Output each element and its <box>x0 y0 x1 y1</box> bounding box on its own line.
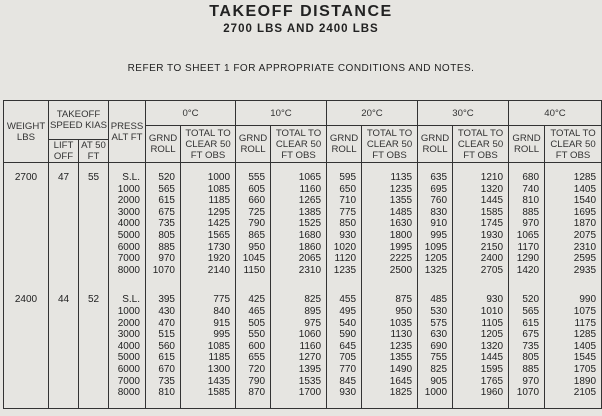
grnd-roll-cell-value: 565 <box>158 183 175 195</box>
grnd-roll-cell-value: 970 <box>522 375 540 387</box>
grnd-roll-cell-value: 1120 <box>334 253 357 265</box>
total-distance-cell-value: 975 <box>304 317 322 329</box>
total-distance-cell-value: 775 <box>213 294 231 306</box>
grnd-roll-cell-value: 970 <box>522 218 540 230</box>
total-distance-cell-value: 1160 <box>299 183 322 195</box>
grnd-roll-cell-value: 720 <box>248 363 266 375</box>
header-grnd-roll: GRND ROLL <box>327 126 362 163</box>
grnd-roll-cell-value: 825 <box>430 363 448 375</box>
grnd-roll-cell-value: 645 <box>339 340 357 352</box>
grnd-roll-cell-value: 590 <box>339 329 357 341</box>
grnd-roll-cell-value: 615 <box>522 317 540 329</box>
press-alt-cell-value: 3000 <box>117 329 140 341</box>
grnd-roll-cell-value: 830 <box>430 206 448 218</box>
grnd-roll-cell-value: 565 <box>522 305 540 317</box>
total-distance-cell-value: 1135 <box>390 172 413 183</box>
total-distance-cell-value: 1405 <box>573 340 597 352</box>
press-alt-cell-value: S.L. <box>122 294 140 306</box>
total-distance-cell-value: 1445 <box>480 195 504 207</box>
total-distance-cell-value: 1270 <box>298 352 322 364</box>
total-distance-cell-value: 950 <box>395 305 413 317</box>
total-distance-cell-value: 2140 <box>207 264 231 276</box>
total-distance-cell-value: 2310 <box>298 264 322 276</box>
press-alt-cell-value: 6000 <box>117 241 140 253</box>
press-alt-cell-value: 5000 <box>117 229 140 241</box>
lift-off-cell-value: 44 <box>57 294 70 306</box>
grnd-roll-cell-value: 630 <box>430 329 448 341</box>
total-distance-cell-value: 1130 <box>390 329 413 341</box>
grnd-roll-cell-value: 600 <box>248 340 266 352</box>
grnd-roll-cell-value: 970 <box>158 253 175 265</box>
grnd-roll-cell-value: 1205 <box>424 253 448 265</box>
at-50ft-cell-value: 55 <box>87 172 100 183</box>
total-distance-cell-value: 1630 <box>389 218 413 230</box>
total-distance-cell-value: 1445 <box>480 352 504 364</box>
total-distance-cell-value: 1525 <box>298 218 322 230</box>
press-alt-cell-value: 6000 <box>117 363 140 375</box>
total-distance-cell-value: 2595 <box>573 253 597 265</box>
total-distance-cell-value: 2150 <box>480 241 504 253</box>
total-distance-cell <box>181 285 236 408</box>
grnd-roll-cell-value: 885 <box>158 241 175 253</box>
total-distance-cell-value: 2065 <box>298 253 322 265</box>
total-distance-cell <box>545 285 602 408</box>
grnd-roll-cell-value: 775 <box>339 206 357 218</box>
total-distance-cell-value: 1995 <box>389 241 413 253</box>
header-grnd-roll: GRND ROLL <box>509 126 545 163</box>
grnd-roll-cell-value: 1000 <box>424 387 448 399</box>
grnd-roll-cell-value: 710 <box>339 195 357 207</box>
grnd-roll-cell-value: 845 <box>339 375 357 387</box>
grnd-roll-cell <box>236 163 271 286</box>
grnd-roll-cell-value: 595 <box>339 172 357 183</box>
total-distance-cell-value: 1425 <box>207 218 231 230</box>
total-distance-cell-value: 1320 <box>480 340 504 352</box>
press-alt-cell-value: 8000 <box>117 387 140 399</box>
page-title: TAKEOFF DISTANCE <box>209 3 393 20</box>
header-total-50ft: TOTAL TO CLEAR 50 FT OBS <box>181 126 236 163</box>
grnd-roll-cell-value: 705 <box>339 352 357 364</box>
grnd-roll-cell-value: 615 <box>158 195 175 207</box>
grnd-roll-cell-value: 455 <box>339 294 357 306</box>
grnd-roll-cell-value: 1290 <box>516 253 540 265</box>
total-distance-cell-value: 1545 <box>573 352 597 364</box>
press-alt-cell-value: 7000 <box>117 253 140 265</box>
grnd-roll-cell-value: 465 <box>248 305 266 317</box>
grnd-roll-cell-value: 660 <box>248 195 266 207</box>
header-temp: 30°C <box>418 101 509 126</box>
grnd-roll-cell-value: 735 <box>158 218 175 230</box>
press-alt-cell-value: 4000 <box>117 218 140 230</box>
grnd-roll-cell-value: 790 <box>248 375 266 387</box>
total-distance-cell-value: 1235 <box>389 340 413 352</box>
press-alt-cell-value: 7000 <box>117 375 140 387</box>
total-distance-cell-value: 1060 <box>298 329 322 341</box>
grnd-roll-cell-value: 395 <box>158 294 175 306</box>
grnd-roll-cell-value: 680 <box>522 172 540 183</box>
weight-cell <box>4 285 49 408</box>
total-distance-cell-value: 1800 <box>389 229 413 241</box>
grnd-roll-cell-value: 605 <box>248 183 266 195</box>
total-distance-cell-value: 1490 <box>389 363 413 375</box>
total-distance-cell-value: 1535 <box>298 375 322 387</box>
total-distance-cell-value: 1265 <box>298 195 322 207</box>
takeoff-distance-table <box>3 100 602 409</box>
total-distance-cell-value: 2225 <box>389 253 413 265</box>
total-distance-cell-value: 825 <box>304 294 322 306</box>
total-distance-cell-value: 2500 <box>389 264 413 276</box>
total-distance-cell-value: 1065 <box>298 172 322 183</box>
grnd-roll-cell-value: 1420 <box>516 264 540 276</box>
total-distance-cell-value: 1035 <box>389 317 413 329</box>
total-distance-cell-value: 2105 <box>573 387 597 399</box>
lift-off-cell <box>49 163 79 286</box>
total-distance-cell-value: 1185 <box>208 352 231 364</box>
grnd-roll-cell-value: 865 <box>248 229 266 241</box>
grnd-roll-cell-value: 560 <box>158 340 175 352</box>
at-50ft-cell <box>79 285 109 408</box>
total-distance-cell-value: 1745 <box>480 218 504 230</box>
grnd-roll-cell-value: 950 <box>248 241 266 253</box>
press-alt-cell-value: 2000 <box>117 317 140 329</box>
header-total-50ft: TOTAL TO CLEAR 50 FT OBS <box>362 126 418 163</box>
press-alt-cell-value: 5000 <box>117 352 140 364</box>
grnd-roll-cell-value: 1070 <box>516 387 540 399</box>
grnd-roll-cell-value: 470 <box>158 317 175 329</box>
total-distance-cell-value: 1765 <box>480 375 504 387</box>
total-distance-cell-value: 1085 <box>207 183 231 195</box>
total-distance-cell-value: 1405 <box>573 183 597 195</box>
grnd-roll-cell <box>418 163 453 286</box>
press-alt-cell-value: 2000 <box>117 195 140 207</box>
total-distance-cell-value: 990 <box>579 294 597 306</box>
grnd-roll-cell-value: 1235 <box>333 264 357 276</box>
press-alt-cell-value: S.L. <box>122 172 140 183</box>
total-distance-cell-value: 840 <box>213 305 231 317</box>
grnd-roll-cell-value: 1150 <box>243 264 266 276</box>
grnd-roll-cell-value: 725 <box>248 206 266 218</box>
total-distance-cell-value: 1010 <box>480 305 504 317</box>
grnd-roll-cell-value: 810 <box>522 195 540 207</box>
total-distance-cell-value: 1645 <box>389 375 413 387</box>
total-distance-cell-value: 2075 <box>573 229 597 241</box>
total-distance-cell <box>545 163 602 286</box>
total-distance-cell-value: 1300 <box>207 363 231 375</box>
grnd-roll-cell-value: 515 <box>158 329 175 341</box>
press-alt-cell-value: 8000 <box>117 264 140 276</box>
grnd-roll-cell-value: 810 <box>158 387 175 399</box>
grnd-roll-cell-value: 505 <box>248 317 266 329</box>
total-distance-cell-value: 1235 <box>389 183 413 195</box>
total-distance-cell-value: 1395 <box>298 363 322 375</box>
grnd-roll-cell <box>327 163 362 286</box>
header-lift-off: LIFT OFF <box>49 140 79 163</box>
grnd-roll-cell-value: 695 <box>430 183 448 195</box>
grnd-roll-cell-value: 735 <box>522 340 540 352</box>
total-distance-cell-value: 1355 <box>389 352 413 364</box>
total-distance-cell-value: 1435 <box>207 375 231 387</box>
weight-cell-value: 2400 <box>14 294 38 306</box>
grnd-roll-cell <box>146 163 181 286</box>
grnd-roll-cell-value: 1095 <box>424 241 448 253</box>
total-distance-cell-value: 1890 <box>573 375 597 387</box>
press-alt-cell-value: 1000 <box>117 305 140 317</box>
total-distance-cell-value: 1075 <box>573 305 597 317</box>
total-distance-cell-value: 1205 <box>480 329 504 341</box>
total-distance-cell-value: 1930 <box>480 229 504 241</box>
grnd-roll-cell-value: 735 <box>158 375 175 387</box>
grnd-roll-cell-value: 670 <box>158 363 175 375</box>
grnd-roll-cell-value: 615 <box>158 352 175 364</box>
header-temp: 0°C <box>146 101 236 126</box>
at-50ft-cell <box>79 163 109 286</box>
total-distance-cell-value: 1175 <box>574 317 597 329</box>
grnd-roll-cell-value: 485 <box>430 294 448 306</box>
grnd-roll-cell-value: 575 <box>430 317 448 329</box>
grnd-roll-cell-value: 1020 <box>333 241 357 253</box>
total-distance-cell-value: 1540 <box>573 195 597 207</box>
grnd-roll-cell-value: 690 <box>430 340 448 352</box>
grnd-roll-cell-value: 520 <box>158 172 175 183</box>
grnd-roll-cell-value: 905 <box>430 375 448 387</box>
total-distance-cell-value: 1595 <box>480 363 504 375</box>
total-distance-cell-value: 930 <box>486 294 504 306</box>
total-distance-cell-value: 1385 <box>298 206 322 218</box>
grnd-roll-cell-value: 635 <box>430 172 448 183</box>
weight-cell <box>4 163 49 286</box>
grnd-roll-cell-value: 770 <box>339 363 357 375</box>
header-press-alt: PRESS ALT FT <box>109 101 146 163</box>
grnd-roll-cell-value: 760 <box>430 195 448 207</box>
at-50ft-cell-value: 52 <box>87 294 100 306</box>
grnd-roll-cell-value: 1045 <box>242 253 266 265</box>
header-total-50ft: TOTAL TO CLEAR 50 FT OBS <box>271 126 327 163</box>
total-distance-cell-value: 1210 <box>480 172 504 183</box>
grnd-roll-cell-value: 850 <box>339 218 357 230</box>
total-distance-cell-value: 1295 <box>207 206 231 218</box>
header-grnd-roll: GRND ROLL <box>146 126 181 163</box>
table-row-group <box>4 163 602 286</box>
grnd-roll-cell-value: 430 <box>158 305 175 317</box>
total-distance-cell <box>362 163 418 286</box>
grnd-roll-cell-value: 885 <box>522 206 540 218</box>
total-distance-cell-value: 1870 <box>573 218 597 230</box>
header-temp: 10°C <box>236 101 327 126</box>
header-temp: 20°C <box>327 101 418 126</box>
grnd-roll-cell <box>327 285 362 408</box>
grnd-roll-cell <box>509 163 545 286</box>
grnd-roll-cell-value: 930 <box>339 229 357 241</box>
total-distance-cell <box>271 163 327 286</box>
header-total-50ft: TOTAL TO CLEAR 50 FT OBS <box>453 126 509 163</box>
total-distance-cell-value: 2400 <box>480 253 504 265</box>
reference-note: REFER TO SHEET 1 FOR APPROPRIATE CONDITIONS AND NOTES. <box>127 63 475 74</box>
total-distance-cell-value: 1585 <box>207 387 231 399</box>
total-distance-cell-value: 1285 <box>573 329 597 341</box>
total-distance-cell-value: 1485 <box>389 206 413 218</box>
grnd-roll-cell-value: 530 <box>430 305 448 317</box>
total-distance-cell-value: 1695 <box>573 206 597 218</box>
total-distance-cell-value: 1185 <box>208 195 231 207</box>
grnd-roll-cell-value: 550 <box>248 329 266 341</box>
total-distance-cell-value: 1105 <box>481 317 504 329</box>
header-grnd-roll: GRND ROLL <box>418 126 453 163</box>
total-distance-cell-value: 2310 <box>573 241 597 253</box>
grnd-roll-cell-value: 885 <box>522 363 540 375</box>
grnd-roll-cell-value: 650 <box>339 183 357 195</box>
total-distance-cell-value: 895 <box>304 305 322 317</box>
grnd-roll-cell-value: 930 <box>339 387 357 399</box>
lift-off-cell-value: 47 <box>57 172 70 183</box>
header-weight: WEIGHT LBS <box>4 101 49 163</box>
header-total-50ft: TOTAL TO CLEAR 50 FT OBS <box>545 126 602 163</box>
header-takeoff-speed: TAKEOFF SPEED KIAS <box>49 101 109 140</box>
grnd-roll-cell-value: 1325 <box>424 264 448 276</box>
press-alt-cell-value: 3000 <box>117 206 140 218</box>
total-distance-cell <box>362 285 418 408</box>
total-distance-cell-value: 2935 <box>573 264 597 276</box>
grnd-roll-cell-value: 1065 <box>516 229 540 241</box>
total-distance-cell-value: 1355 <box>389 195 413 207</box>
total-distance-cell-value: 915 <box>213 317 231 329</box>
grnd-roll-cell-value: 870 <box>248 387 266 399</box>
total-distance-cell-value: 1085 <box>207 340 231 352</box>
press-alt-cell <box>109 285 146 408</box>
header-at-50ft: AT 50 FT <box>79 140 109 163</box>
grnd-roll-cell-value: 995 <box>430 229 448 241</box>
grnd-roll-cell-value: 655 <box>248 352 266 364</box>
total-distance-cell-value: 1000 <box>207 172 231 183</box>
grnd-roll-cell-value: 425 <box>248 294 266 306</box>
press-alt-cell <box>109 163 146 286</box>
table-row-group <box>4 285 602 408</box>
grnd-roll-cell <box>418 285 453 408</box>
total-distance-cell-value: 1920 <box>207 253 231 265</box>
grnd-roll-cell-value: 910 <box>430 218 448 230</box>
grnd-roll-cell-value: 555 <box>248 172 266 183</box>
total-distance-cell-value: 1960 <box>480 387 504 399</box>
grnd-roll-cell-value: 805 <box>522 352 540 364</box>
total-distance-cell <box>453 163 509 286</box>
grnd-roll-cell <box>509 285 545 408</box>
total-distance-cell <box>271 285 327 408</box>
grnd-roll-cell-value: 740 <box>522 183 540 195</box>
lift-off-cell <box>49 285 79 408</box>
total-distance-cell-value: 875 <box>395 294 413 306</box>
total-distance-cell <box>453 285 509 408</box>
total-distance-cell-value: 995 <box>213 329 231 341</box>
grnd-roll-cell-value: 1070 <box>152 264 175 276</box>
press-alt-cell-value: 4000 <box>117 340 140 352</box>
total-distance-cell-value: 1285 <box>573 172 597 183</box>
total-distance-cell-value: 1825 <box>389 387 413 399</box>
header-temp: 40°C <box>509 101 602 126</box>
press-alt-cell-value: 1000 <box>117 183 140 195</box>
total-distance-cell-value: 1705 <box>573 363 597 375</box>
grnd-roll-cell-value: 675 <box>158 206 175 218</box>
total-distance-cell-value: 1730 <box>207 241 231 253</box>
grnd-roll-cell-value: 790 <box>248 218 266 230</box>
total-distance-cell-value: 1320 <box>480 183 504 195</box>
grnd-roll-cell-value: 540 <box>339 317 357 329</box>
grnd-roll-cell-value: 520 <box>522 294 540 306</box>
total-distance-cell <box>181 163 236 286</box>
grnd-roll-cell-value: 495 <box>339 305 357 317</box>
total-distance-cell-value: 1700 <box>298 387 322 399</box>
grnd-roll-cell <box>146 285 181 408</box>
grnd-roll-cell-value: 755 <box>430 352 448 364</box>
page-subtitle: 2700 LBS AND 2400 LBS <box>223 23 379 35</box>
weight-cell-value: 2700 <box>14 172 38 183</box>
header-grnd-roll: GRND ROLL <box>236 126 271 163</box>
grnd-roll-cell-value: 805 <box>158 229 175 241</box>
grnd-roll-cell-value: 675 <box>522 329 540 341</box>
grnd-roll-cell <box>236 285 271 408</box>
grnd-roll-cell-value: 1170 <box>517 241 540 253</box>
total-distance-cell-value: 2705 <box>480 264 504 276</box>
total-distance-cell-value: 1860 <box>298 241 322 253</box>
total-distance-cell-value: 1680 <box>298 229 322 241</box>
total-distance-cell-value: 1585 <box>480 206 504 218</box>
total-distance-cell-value: 1565 <box>207 229 231 241</box>
total-distance-cell-value: 1160 <box>299 340 322 352</box>
